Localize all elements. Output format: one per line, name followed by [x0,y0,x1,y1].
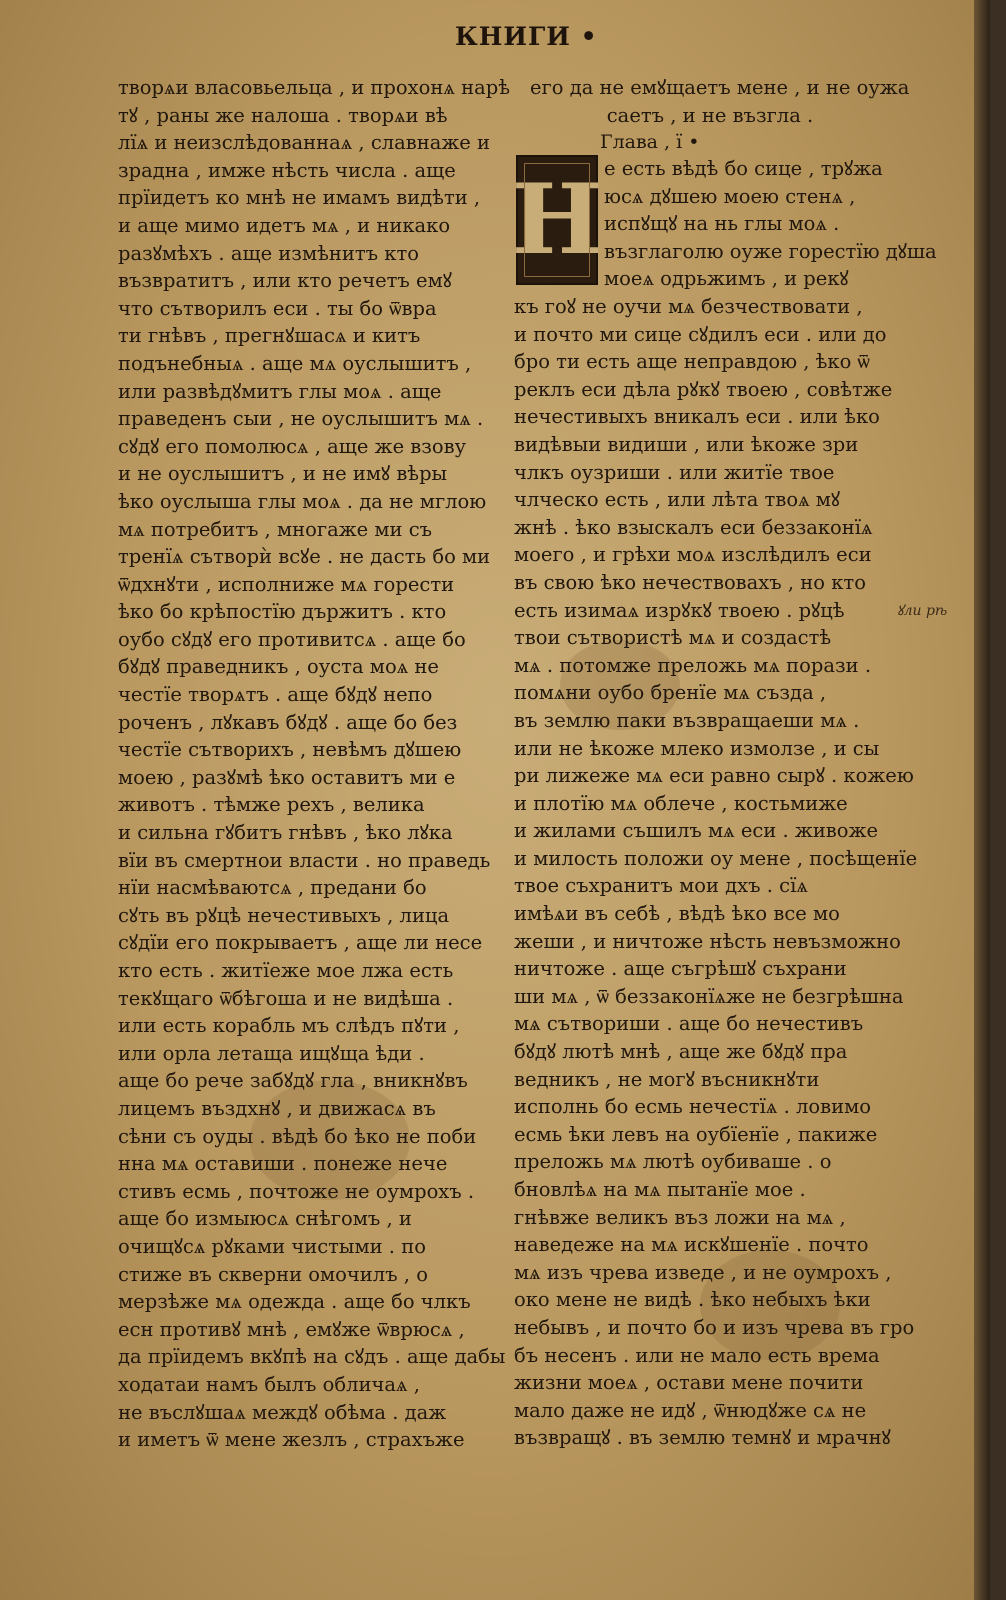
text-line: подънебныѧ . аще мѧ оуслышитъ , [118,351,472,375]
text-line: нїи насмѣваютсѧ , предани бо [118,876,427,900]
text-line: и жилами съшилъ мѧ еси . живоже [514,819,879,843]
text-line: и сильна гꙋбитъ гнѣвъ , ѣко лꙋка [118,821,453,845]
text-line: саетъ , и не възгла . [606,103,814,127]
text-line: мѧ . потомже преложь мѧ порази . [514,653,872,677]
text-line: и аще мимо идетъ мѧ , и никако [118,213,451,237]
text-line: къ гоꙋ не оучи мѧ безчествовати , [514,295,863,318]
text-line: ѣко бо крѣпостїю държитъ . кто [118,600,447,624]
text-line: нечестивыхъ вникалъ еси . или ѣко [514,405,880,429]
text-line: есмь ѣки левъ на оубїенїе , пакиже [514,1122,878,1146]
text-line: мѧ сътвориши . аще бо нечестивъ [514,1012,864,1036]
text-line: помѧни оубо бренїе мѧ създа , [514,681,827,705]
text-line: лїѧ и неизслѣдованнаѧ , славнаже и [118,131,491,155]
text-line: есть изимаѧ изрꙋкꙋ твоею . рꙋцѣ [514,598,845,622]
text-line: прїидетъ ко мнѣ не имамъ видѣти , [118,186,481,210]
text-line: и иметъ ѿ мене жезлъ , страхъже [118,1428,465,1452]
text-line: мѧ изъ чрева изведе , и не оумрохъ , [514,1260,892,1284]
text-line: стивъ есмь , почтоже не оумрохъ . [118,1179,475,1203]
text-line: вїи въ смертнои власти . но праведь [118,848,491,872]
text-line: или не ѣкоже млеко измолзе , и сы [514,736,880,760]
text-line: творѧи власовьельца , и прохонѧ нарѣ [118,76,510,99]
text-line: ши мѧ , ѿ беззаконїѧже не безгрѣшна [514,984,904,1008]
right-indented-text [604,155,937,293]
decorated-initial-letter [511,155,603,285]
text-line: честїе творѧтъ . аще бꙋдꙋ непо [118,683,433,707]
text-line: ходатаи намъ былъ обличаѧ , [118,1372,420,1396]
text-line: реклъ еси дѣла рꙋкꙋ твоею , совѣтже [514,377,893,401]
text-line: твои сътвористѣ мѧ и создастѣ [514,626,832,650]
text-line: юсѧ дꙋшею моею стенѧ , [604,184,856,208]
right-column-top-lines [530,74,910,129]
text-line: и не оуслышитъ , и не имꙋ вѣры [118,462,448,486]
text-line: разꙋмѣхъ . аще измѣнитъ кто [118,241,419,265]
text-line: е есть вѣдѣ бо сице , трꙋжа [604,157,883,180]
text-line: тꙋ , раны же налоша . творѧи вѣ [118,103,448,127]
text-line: исполнь бо есмь нечестїѧ . ловимо [514,1095,871,1119]
text-line: лицемъ въздхнꙋ , и движасѧ въ [118,1096,436,1120]
text-line: око мене не видѣ . ѣко небыхъ ѣки [514,1288,871,1312]
text-line: и милость положи оу мене , посѣщенїе [514,846,918,870]
text-line: бъ несенъ . или не мало есть врема [514,1343,880,1367]
text-line: имѣѧи въ себѣ , вѣдѣ ѣко все мо [514,902,840,926]
text-line: кто есть . житїеже мое лжа есть [118,959,454,982]
text-line: твое съхранитъ мои дхъ . сїѧ [514,874,808,898]
text-line: и плотїю мѧ облече , костьмиже [514,791,848,815]
text-line: въ землю паки възвращаеши мѧ . [514,708,860,732]
text-line: текꙋщаго ѿбѣгоша и не видѣша . [118,986,454,1010]
text-line: бꙋдꙋ праведникъ , оуста моѧ не [118,655,439,679]
page-header: КНИГИ • [455,22,598,51]
text-line: члческо есть , или лѣта твоѧ мꙋ [514,488,841,512]
text-line: сѣни съ оуды . вѣдѣ бо ѣко не поби [118,1124,477,1148]
text-line: бꙋдꙋ лютѣ мнѣ , аще же бꙋдꙋ пра [514,1040,848,1064]
text-line: мѧ потребитъ , многаже ми съ [118,517,433,541]
text-line: жеши , и ничтоже нѣсть невъзможно [514,929,901,953]
text-line: бро ти есть аще неправдою , ѣко ѿ [514,350,870,374]
text-line: члкъ оузриши . или житїе твое [514,460,835,484]
text-line: животъ . тѣмже рехъ , велика [118,793,425,817]
initial-glyph: Н [511,163,603,276]
text-line: възвращꙋ . въ землю темнꙋ и мрачнꙋ [514,1426,891,1450]
text-line: жнѣ . ѣко взыскалъ еси беззаконїѧ [514,515,873,539]
text-line: очищꙋсѧ рꙋками чистыми . по [118,1234,426,1258]
text-line: ведникъ , не могꙋ въсникнꙋти [514,1067,820,1091]
text-line: праведенъ сыи , не оуслышитъ мѧ . [118,407,484,431]
text-line: сꙋть въ рꙋцѣ нечестивыхъ , лица [118,903,450,927]
text-line: или есть корабль мъ слѣдъ пꙋти , [118,1014,460,1038]
text-line: сꙋдїи его покрываетъ , аще ли несе [118,931,483,955]
text-line: възглаголю оуже горестїю дꙋша [604,239,937,263]
text-line: наведеже на мѧ искꙋшенїе . почто [514,1233,869,1257]
text-line: да прїидемъ вкꙋпѣ на сꙋдъ . аще дабы [118,1345,506,1369]
text-line: оубо сꙋдꙋ его противитсѧ . аще бо [118,627,466,651]
text-line: не въслꙋшаѧ междꙋ обѣма . даж [118,1400,447,1424]
text-line: ничтоже . аще съгрѣшꙋ съхрани [514,957,847,981]
text-line: ри лижеже мѧ еси равно сырꙋ . кожею [514,764,914,788]
text-line: ти гнѣвъ , прегнꙋшасѧ и китъ [118,324,421,348]
text-line: въ свою ѣко нечествовахъ , но кто [514,570,866,594]
text-line: ѣко оуслыша глы моѧ . да не мглою [118,489,487,513]
text-line: мало даже не идꙋ , ѿнюдꙋже сѧ не [514,1398,867,1422]
initial-frame [524,163,590,277]
text-line: честїе сътворихъ , невѣмъ дꙋшею [118,738,462,762]
text-line: есн противꙋ мнѣ , емꙋже ѿврюсѧ , [118,1317,465,1341]
text-line: или развѣдꙋмитъ глы моѧ . аще [118,379,442,403]
chapter-heading: Глава , ї • [600,131,700,153]
text-line: сꙋдꙋ его помолюсѧ , аще же взову [118,434,467,458]
text-line: видѣвыи видиши , или ѣкоже зри [514,432,859,456]
text-line: възвратитъ , или кто речетъ емꙋ [118,269,452,293]
text-line: тренїѧ сътворѝ всꙋе . не дасть бо ми [118,545,491,569]
text-line: гнѣвже великъ въз ложи на мѧ , [514,1205,846,1229]
text-line: аще бо рече забꙋдꙋ гла , вникнꙋвъ [118,1069,468,1093]
right-text-column [514,293,918,1452]
text-line: моею , разꙋмѣ ѣко оставитъ ми е [118,765,456,789]
text-line: небывъ , и почто бо и изъ чрева въ гро [514,1315,915,1339]
text-line: роченъ , лꙋкавъ бꙋдꙋ . аще бо без [118,710,458,734]
text-line: стиже въ скверни омочилъ , о [118,1262,428,1286]
margin-annotation: ꙋли рѣ [897,603,948,619]
text-line: преложь мѧ лютѣ оубиваше . о [514,1150,832,1174]
text-line: его да не емꙋщаетъ мене , и не оужа [530,76,910,99]
text-line: нна мѧ оставиши . понеже нече [118,1152,448,1176]
text-line: мерзѣже мѧ одежда . аще бо члкъ [118,1290,471,1314]
text-line: жизни моеѧ , остави мене почити [514,1371,864,1395]
text-line: аще бо измыюсѧ снѣгомъ , и [118,1207,412,1231]
left-text-column [118,74,510,1454]
page-edge [974,0,990,1600]
text-line: зрадна , имже нѣсть числа . аще [118,158,456,182]
text-line: бновлѣѧ на мѧ пытанїе мое . [514,1178,806,1201]
text-line: и почто ми сице сꙋдилъ еси . или до [514,322,887,346]
text-line: что сътворилъ еси . ты бо ѿвра [118,296,437,320]
text-line: или орла летаща ищꙋща ѣди . [118,1041,425,1065]
text-line: моеѧ одрьжимъ , и рекꙋ [604,267,849,291]
text-line: испꙋщꙋ на нь глы моѧ . [604,212,840,236]
text-line: моего , и грѣхи моѧ изслѣдилъ еси [514,543,872,567]
text-line: ѿдхнꙋти , исполниже мѧ горести [118,572,455,596]
